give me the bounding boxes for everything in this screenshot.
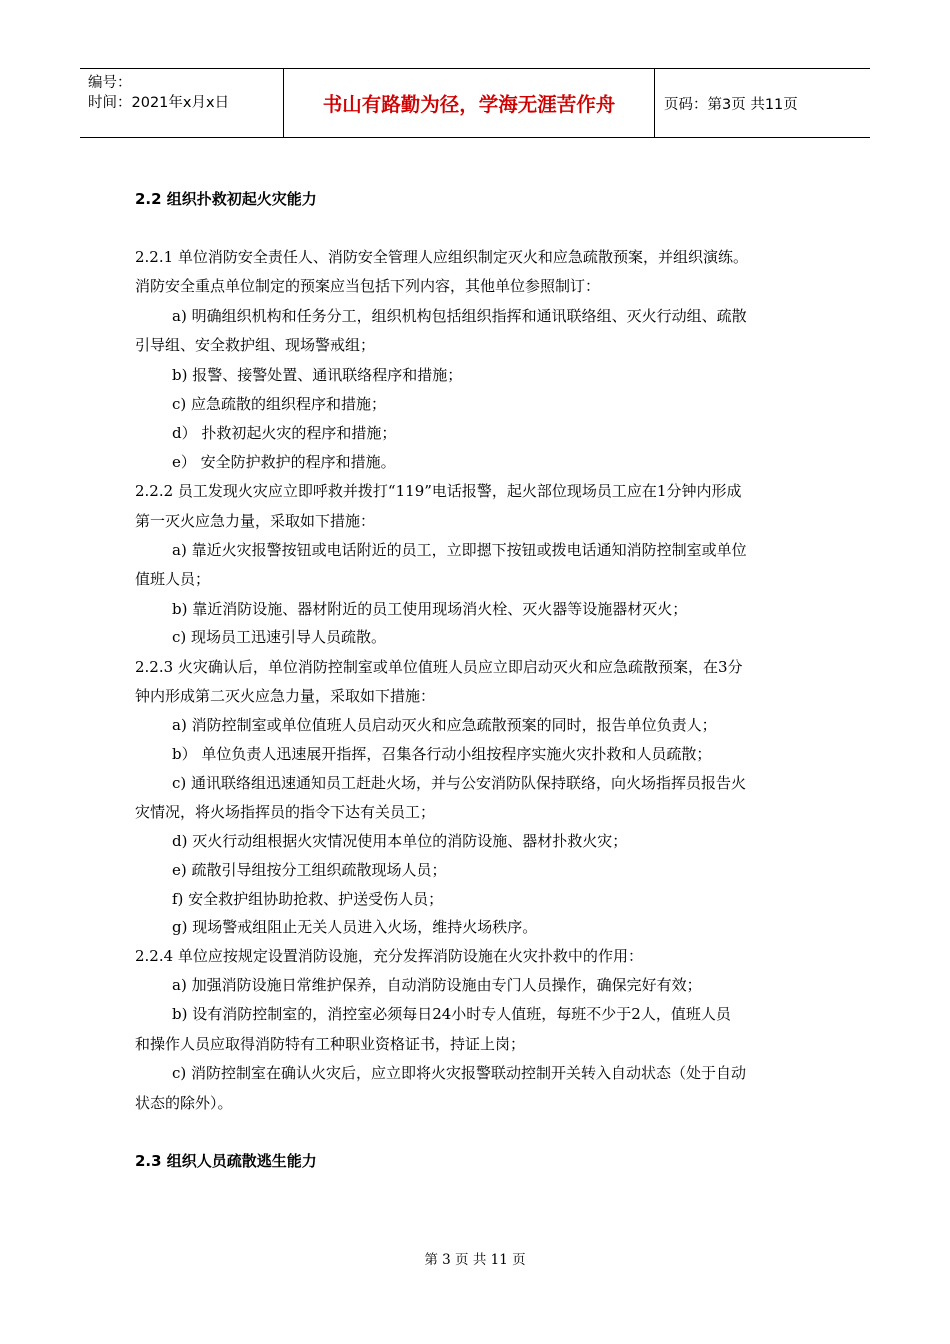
list-item: a) 加强消防设施日常维护保养，自动消防设施由专门人员操作，确保完好有效； bbox=[172, 976, 702, 994]
paragraph-line: 第一灭火应急力量，采取如下措施： bbox=[135, 512, 376, 530]
list-item: c) 通讯联络组迅速通知员工赶赴火场，并与公安消防队保持联络，向火场指挥员报告火 bbox=[172, 774, 747, 792]
header-page-info: 页码：第3页 共11页 bbox=[664, 96, 798, 113]
list-item: e） 安全防护救护的程序和措施。 bbox=[172, 453, 396, 471]
list-item-continuation: 引导组、安全救护组、现场警戒组； bbox=[135, 336, 376, 354]
list-item: c) 消防控制室在确认火灾后，应立即将火灾报警联动控制开关转入自动状态（处于自动 bbox=[172, 1064, 747, 1082]
list-item: f) 安全救护组协助抢救、护送受伤人员； bbox=[172, 890, 444, 908]
page-footer: 第 3 页 共 11 页 bbox=[424, 1252, 526, 1268]
paragraph-line: 2.2.2 员工发现火灾应立即呼救并拨打“119”电话报警，起火部位现场员工应在1分钟内形成 bbox=[135, 482, 742, 500]
list-item: a) 消防控制室或单位值班人员启动灭火和应急疏散预案的同时，报告单位负责人； bbox=[172, 716, 717, 734]
list-item: c) 现场员工迅速引导人员疏散。 bbox=[172, 628, 387, 646]
list-item-continuation: 状态的除外）。 bbox=[135, 1094, 233, 1112]
list-item: b) 报警、接警处置、通讯联络程序和措施； bbox=[172, 366, 463, 384]
document-date: 时间：2021年x月x日 bbox=[88, 95, 230, 111]
list-item: a) 明确组织机构和任务分工，组织机构包括组织指挥和通讯联络组、灭火行动组、疏散 bbox=[172, 307, 747, 325]
document-number-label: 编号： bbox=[88, 75, 132, 91]
list-item: d) 灭火行动组根据火灾情况使用本单位的消防设施、器材扑救火灾； bbox=[172, 832, 628, 850]
header-meta bbox=[80, 69, 284, 137]
section-heading-2-3: 2.3 组织人员疏散逃生能力 bbox=[135, 1152, 317, 1170]
list-item-continuation: 灾情况，将火场指挥员的指令下达有关员工； bbox=[135, 803, 436, 821]
section-heading-2-2: 2.2 组织扑救初起火灾能力 bbox=[135, 190, 317, 208]
paragraph-line: 2.2.3 火灾确认后，单位消防控制室或单位值班人员应立即启动灭火和应急疏散预案，在3分 bbox=[135, 658, 743, 676]
list-item-continuation: 值班人员； bbox=[135, 570, 211, 588]
list-item: g) 现场警戒组阻止无关人员进入火场，维持火场秩序。 bbox=[172, 918, 538, 936]
page-header bbox=[80, 68, 870, 138]
list-item: e) 疏散引导组按分工组织疏散现场人员； bbox=[172, 861, 447, 879]
list-item: b) 靠近消防设施、器材附近的员工使用现场消火栓、灭火器等设施器材灭火； bbox=[172, 600, 688, 618]
paragraph-line: 2.2.1 单位消防安全责任人、消防安全管理人应组织制定灭火和应急疏散预案，并组织演练。 bbox=[135, 248, 748, 266]
list-item: b） 单位负责人迅速展开指挥，召集各行动小组按程序实施火灾扑救和人员疏散； bbox=[172, 745, 712, 763]
paragraph-line: 钟内形成第二灭火应急力量，采取如下措施： bbox=[135, 687, 436, 705]
list-item-continuation: 和操作人员应取得消防特有工种职业资格证书，持证上岗； bbox=[135, 1035, 526, 1053]
list-item: a) 靠近火灾报警按钮或电话附近的员工，立即摁下按钮或拨电话通知消防控制室或单位 bbox=[172, 541, 747, 559]
list-item: c) 应急疏散的组织程序和措施； bbox=[172, 395, 387, 413]
paragraph-line: 消防安全重点单位制定的预案应当包括下列内容，其他单位参照制订： bbox=[135, 277, 601, 295]
header-motto: 书山有路勤为径，学海无涯苦作舟 bbox=[284, 69, 655, 137]
paragraph-line: 2.2.4 单位应按规定设置消防设施，充分发挥消防设施在火灾扑救中的作用： bbox=[135, 947, 643, 965]
list-item: d） 扑救初起火灾的程序和措施； bbox=[172, 424, 397, 442]
list-item: b) 设有消防控制室的，消控室必须每日24小时专人值班，每班不少于2人，值班人员 bbox=[172, 1005, 731, 1023]
